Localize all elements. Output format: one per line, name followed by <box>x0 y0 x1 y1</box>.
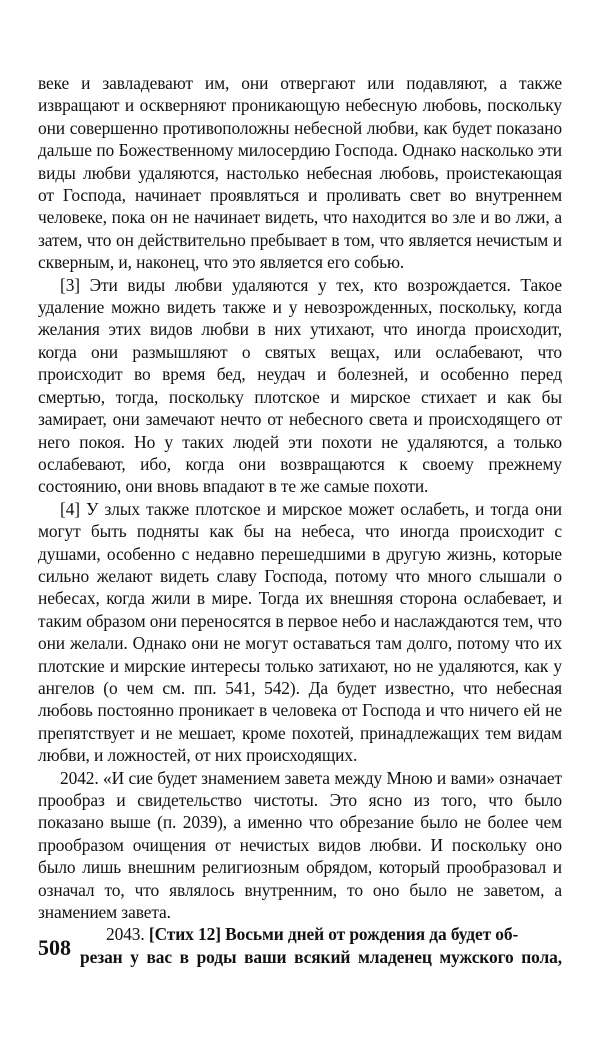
paragraph-4: [4] У злых также плотское и мирское может ослабеть, и тогда они могут быть подняты как бы на небеса, что иногда происходит с душами, особенно с недавно перешедшими в другую жизнь, которые сильно желают видеть славу Господа, потому что много слышали о небесах, когда жили в мире. Тогда их внешняя сторона ослабевает, и таким образом они переносятся в первое небо и наслаждаются тем, что они желали. Однако они не могут оставаться там долго, потому что их плотские и мирские интересы только затихают, но не удаляются, как у ангелов (о чем см. пп. 541, 542). Да будет известно, что небесная любовь постоянно проникает в человека от Господа и что ничего ей не препятствует и не мешает, кроме похотей, принадлежащих тем видам любви, и ложностей, от них происходящих. <box>38 498 562 766</box>
verse-2043-number: 2043. <box>106 924 145 945</box>
page-number: 508 <box>38 935 71 960</box>
page-body <box>38 72 562 968</box>
verse-2043-line-1 <box>38 923 562 945</box>
verse-2043-line-2: резан у вас в роды ваши всякий младенец мужского пола, <box>80 946 562 967</box>
verse-2043-text-1: [Стих 12] Восьми дней от рождения да будет об- <box>148 924 519 945</box>
paragraph-continuation: веке и завладевают им, они отвергают или подавляют, а также извращают и оскверняют проникающую небесную любовь, поскольку они совершенно противоположны небесной любви, как будет показано дальше по Божественному милосердию Господа. Однако насколько эти виды любви удаляются, настолько небесная любовь, проистекающая от Господа, начинает проявляться и проливать свет во внутреннем человеке, пока он не начинает видеть, что находится во зле и во лжи, а затем, что он действительно пребывает в том, что является нечистым и скверным, и, наконец, что это является его собью. <box>38 73 562 273</box>
paragraph-2042: 2042. «И сие будет знамением завета между Мною и вами» означает прообраз и свидетельство чистоты. Это ясно из того, что было показано выше (п. 2039), а именно что обрезание было не более чем прообразом очищения от нечистых видов любви. И поскольку оно было лишь внешним религиозным обрядом, который прообразовал и означал то, что являлось внутренним, то оно было не заветом, а знамением завета. <box>38 767 562 923</box>
verse-2043-header <box>38 923 562 968</box>
paragraph-3: [3] Эти виды любви удаляются у тех, кто возрождается. Такое удаление можно видеть также и у невозрожденных, поскольку, когда желания этих видов любви в них утихают, что иногда происходит, когда они размышляют о святых вещах, или ослабевают, что происходит во время бед, неудач и болезней, и особенно перед смертью, тогда, поскольку плотское и мирское стихает и как бы замирает, они замечают нечто от небесного света и происходящего от него покоя. Но у таких людей эти похоти не удаляются, а только ослабевают, ибо, когда они возвращаются к своему прежнему состоянию, они вновь впадают в те же самые похоти. <box>38 274 562 497</box>
